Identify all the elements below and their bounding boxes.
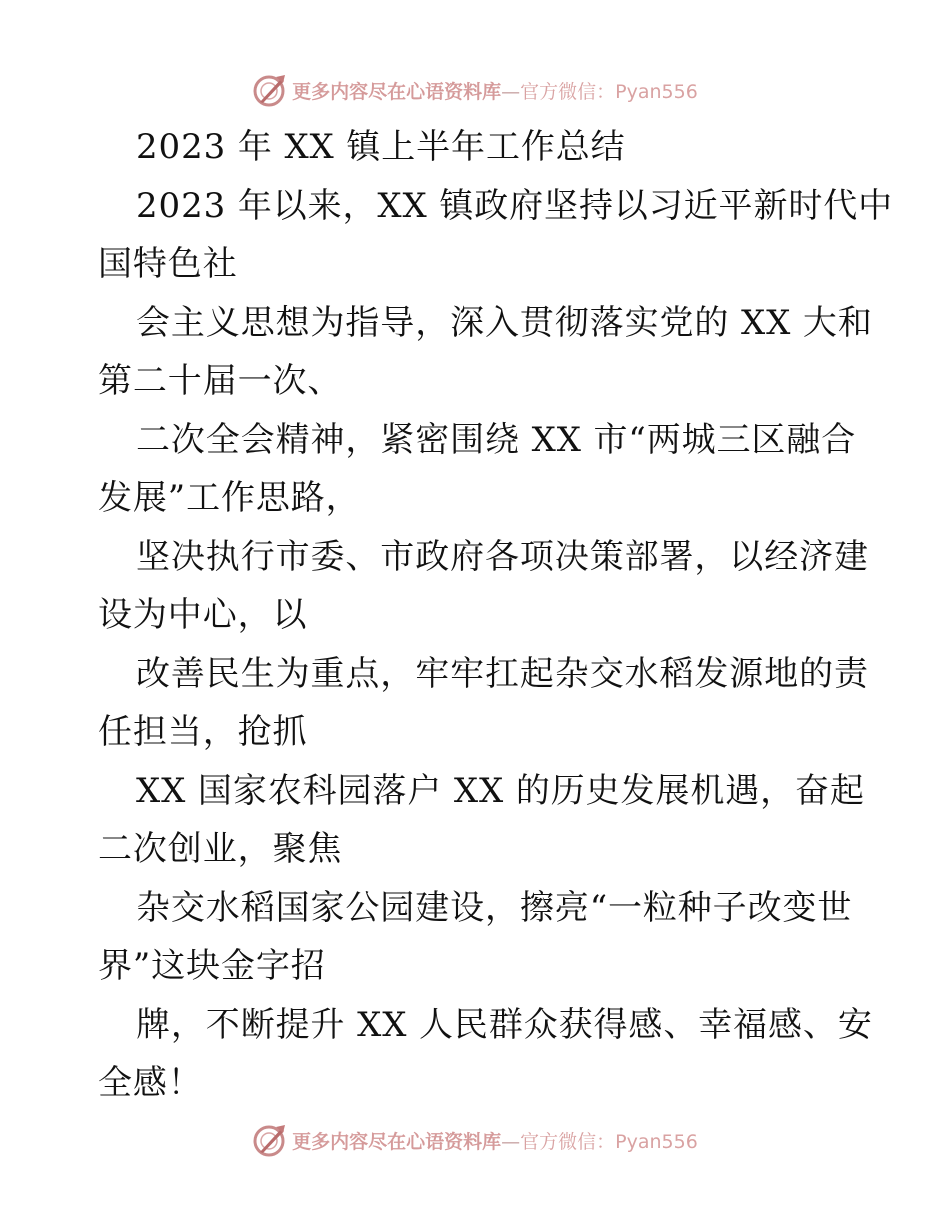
paragraph-line: 二次全会精神，紧密围绕 XX 市“两城三区融合: [136, 419, 857, 460]
footer-watermark: [0, 1120, 950, 1160]
paragraph-line: 全感！: [98, 1063, 203, 1103]
paragraph-line: 杂交水稻国家公园建设，擦亮“一粒种子改变世: [136, 887, 853, 928]
watermark-dash: —: [501, 1130, 521, 1153]
watermark-group: [252, 72, 698, 108]
watermark-group: [252, 1122, 698, 1158]
document-body: [98, 118, 894, 1113]
document-title: 2023 年 XX 镇上半年工作总结: [136, 127, 626, 167]
paragraph-line: 发展”工作思路，: [98, 478, 361, 518]
paragraph-line: 设为中心，以: [98, 595, 308, 635]
watermark-account: 官方微信：Pyan556: [520, 1130, 698, 1153]
watermark-text: [292, 77, 698, 104]
paragraph-line: 界”这块金字招: [98, 946, 326, 986]
paragraph-line: 会主义思想为指导，深入贯彻落实党的 XX 大和: [136, 302, 873, 343]
watermark-dash: —: [501, 80, 521, 103]
quill-seal-icon: [252, 72, 288, 108]
watermark-main: 更多内容尽在心语资料库: [292, 80, 502, 103]
paragraph-line: 任担当，抢抓: [98, 712, 308, 752]
watermark-account: 官方微信：Pyan556: [520, 80, 698, 103]
watermark-text: [292, 1127, 698, 1154]
watermark-main: 更多内容尽在心语资料库: [292, 1130, 502, 1153]
paragraph-line: 2023 年以来，XX 镇政府坚持以习近平新时代中: [136, 185, 894, 226]
header-watermark: [0, 70, 950, 110]
paragraph-line: XX 国家农科园落户 XX 的历史发展机遇，奋起: [136, 770, 865, 811]
paragraph-line: 改善民生为重点，牢牢扛起杂交水稻发源地的责: [136, 653, 869, 694]
paragraph-line: 第二十届一次、: [98, 361, 343, 401]
paragraph-line: 坚决执行市委、市政府各项决策部署，以经济建: [136, 536, 869, 577]
paragraph-line: 牌，不断提升 XX 人民群众获得感、幸福感、安: [136, 1004, 873, 1045]
quill-seal-icon: [252, 1122, 288, 1158]
paragraph-line: 二次创业，聚焦: [98, 829, 343, 869]
paragraph-line: 国特色社: [98, 244, 238, 284]
